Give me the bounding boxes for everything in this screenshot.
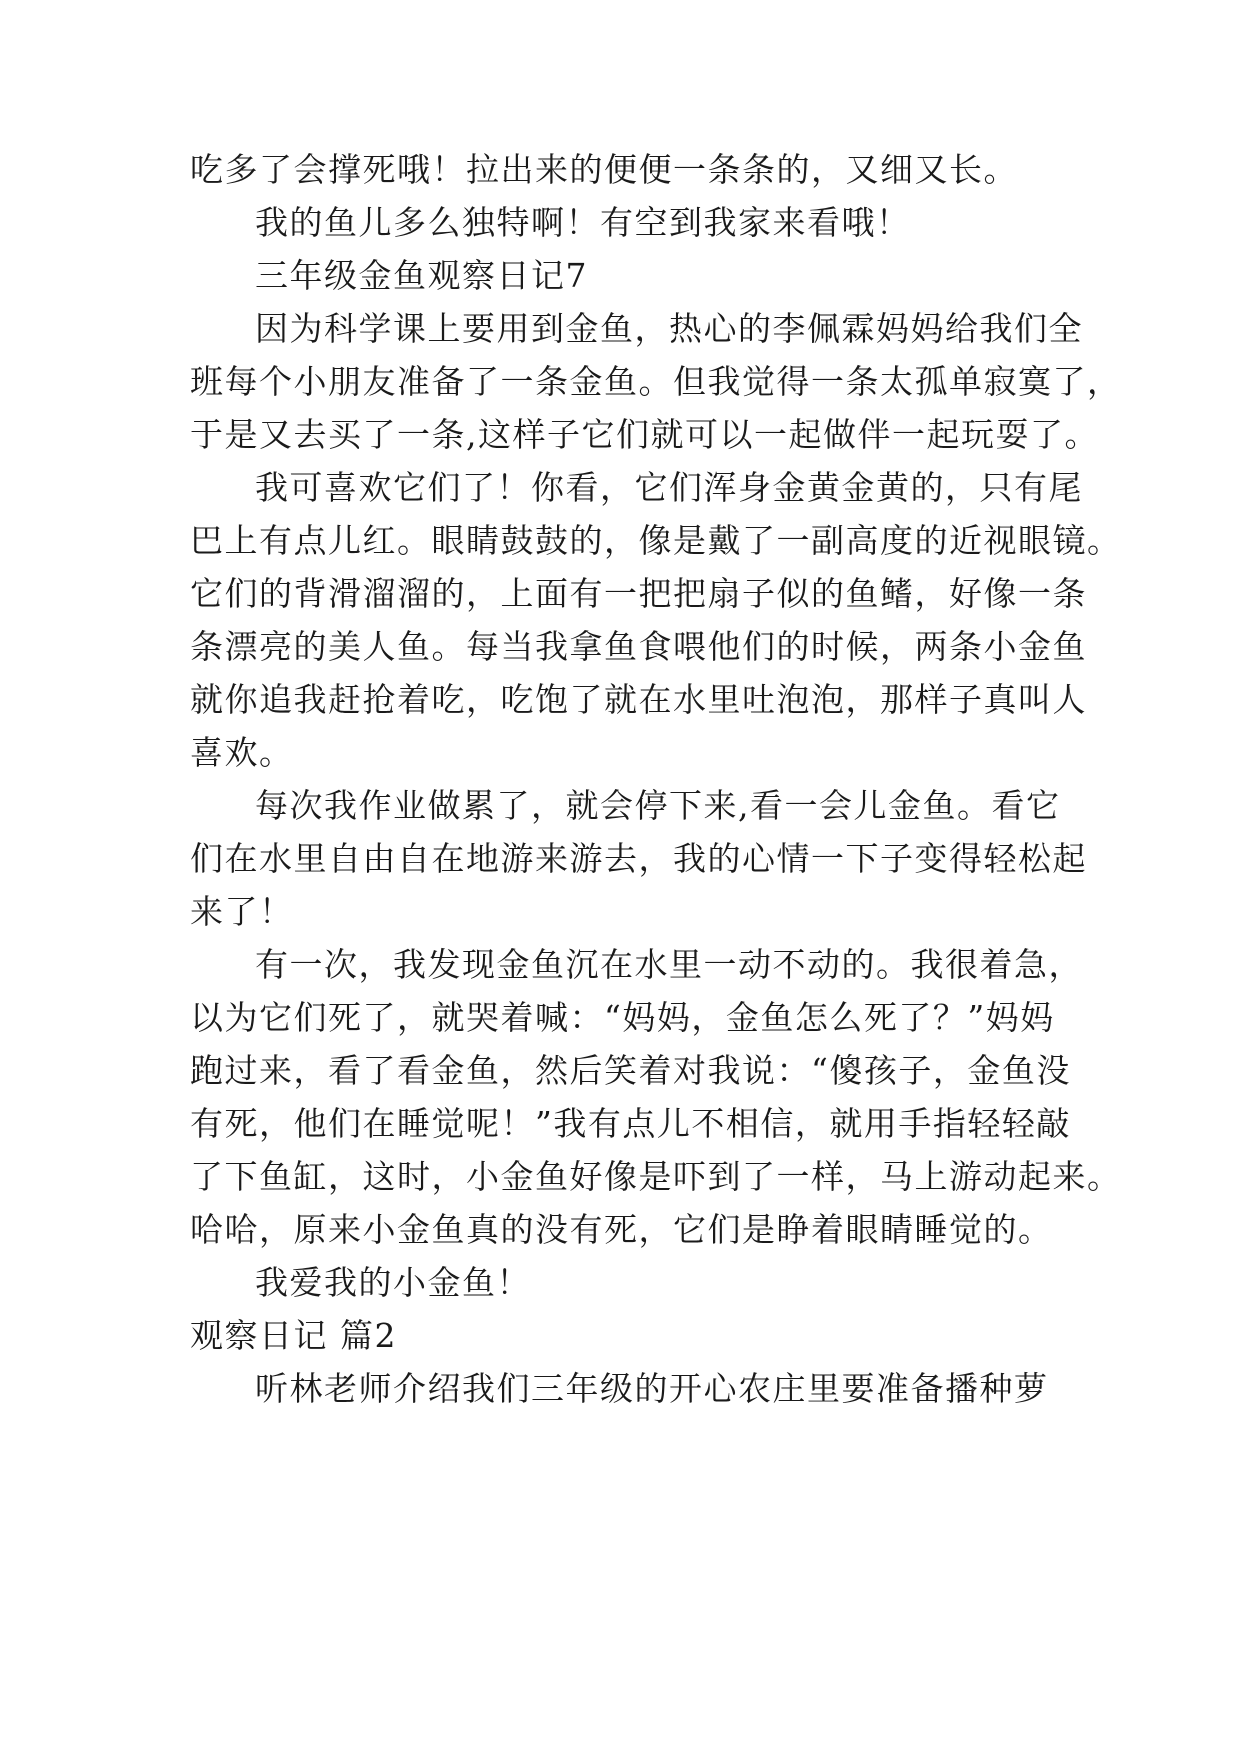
text-line: 跑过来，看了看金鱼，然后笑着对我说：“傻孩子，金鱼没 (190, 1051, 1071, 1090)
text-line: 我可喜欢它们了！你看，它们浑身金黄金黄的，只有尾 (255, 468, 1083, 507)
section-title: 三年级金鱼观察日记7 (255, 256, 588, 295)
text-line: 因为科学课上要用到金鱼，热心的李佩霖妈妈给我们全 (255, 309, 1083, 348)
text-line: 于是又去买了一条,这样子它们就可以一起做伴一起玩耍了。 (190, 415, 1099, 454)
text-line: 条漂亮的美人鱼。每当我拿鱼食喂他们的时候，两条小金鱼 (190, 627, 1087, 666)
text-line: 每次我作业做累了，就会停下来,看一会儿金鱼。看它 (255, 786, 1061, 825)
text-line: 巴上有点儿红。眼睛鼓鼓的，像是戴了一副高度的近视眼镜。 (190, 521, 1122, 560)
text-line: 喜欢。 (190, 733, 294, 772)
text-line: 就你追我赶抢着吃，吃饱了就在水里吐泡泡，那样子真叫人 (190, 680, 1087, 719)
text-line: 有一次，我发现金鱼沉在水里一动不动的。我很着急， (255, 945, 1083, 984)
text-line: 听林老师介绍我们三年级的开心农庄里要准备播种萝 (255, 1369, 1049, 1408)
text-line: 了下鱼缸，这时，小金鱼好像是吓到了一样，马上游动起来。 (190, 1157, 1122, 1196)
text-line: 我爱我的小金鱼！ (255, 1263, 531, 1302)
text-line: 哈哈，原来小金鱼真的没有死，它们是睁着眼睛睡觉的。 (190, 1210, 1053, 1249)
text-line: 以为它们死了，就哭着喊：“妈妈，金鱼怎么死了？”妈妈 (190, 998, 1055, 1037)
text-line: 它们的背滑溜溜的，上面有一把把扇子似的鱼鳍，好像一条 (190, 574, 1087, 613)
text-line: 来了！ (190, 892, 294, 931)
text-line: 班每个小朋友准备了一条金鱼。但我觉得一条太孤单寂寞了， (190, 362, 1122, 401)
text-line: 我的鱼儿多么独特啊！有空到我家来看哦！ (255, 203, 911, 242)
text-line: 有死，他们在睡觉呢！”我有点儿不相信，就用手指轻轻敲 (190, 1104, 1071, 1143)
section-heading: 观察日记 篇2 (190, 1316, 397, 1355)
text-line: 吃多了会撑死哦！拉出来的便便一条条的，又细又长。 (190, 150, 1018, 189)
text-line: 们在水里自由自在地游来游去，我的心情一下子变得轻松起 (190, 839, 1087, 878)
